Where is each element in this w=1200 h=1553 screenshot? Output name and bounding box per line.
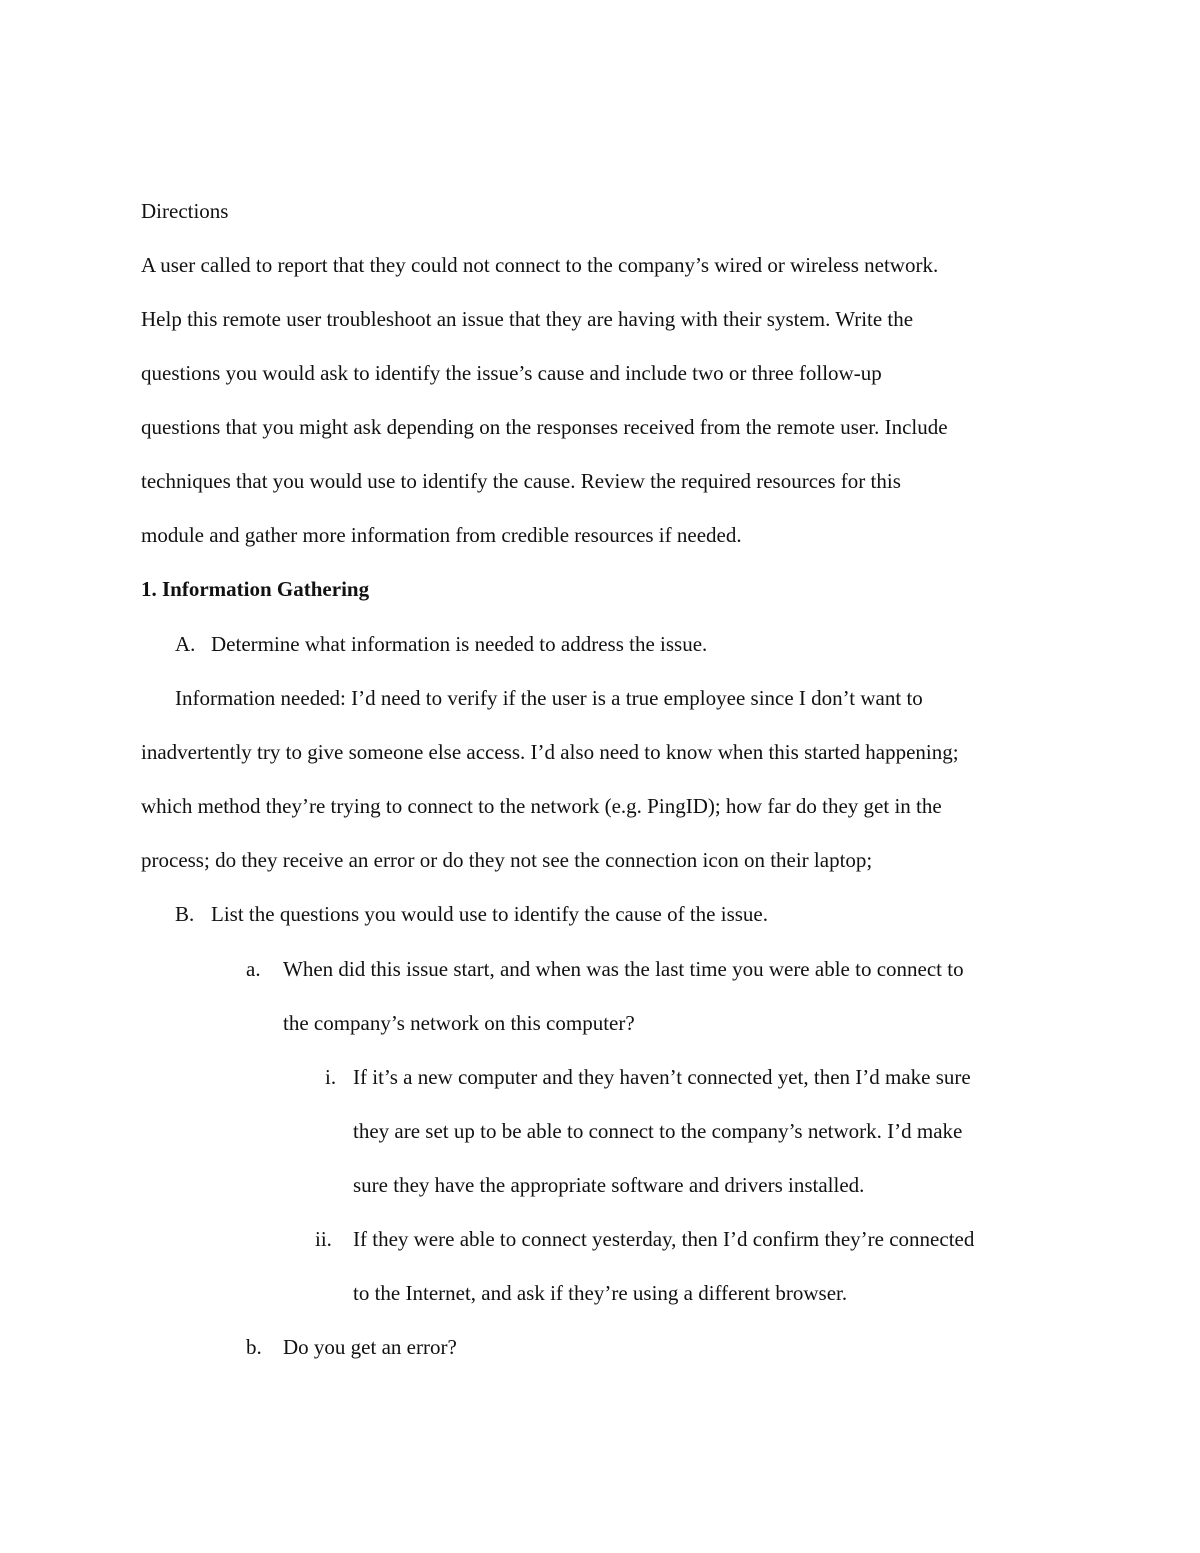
directions-line-4: questions that you might ask depending on the responses received from the remote user. Include (141, 415, 948, 439)
info-needed-line-4: process; do they receive an error or do they not see the connection icon on their laptop; (141, 848, 873, 872)
question-a-line-2: the company’s network on this computer? (283, 1011, 635, 1035)
question-a-line-1: When did this issue start, and when was the last time you were able to connect to (283, 957, 964, 981)
directions-line-2: Help this remote user troubleshoot an issue that they are having with their system. Write the (141, 307, 914, 331)
item-b-text: List the questions you would use to identify the cause of the issue. (211, 902, 768, 926)
directions-line-5: techniques that you would use to identify the cause. Review the required resources for this (141, 469, 901, 493)
followup-i-line-3: sure they have the appropriate software and drivers installed. (353, 1173, 865, 1197)
followup-ii-line-1: If they were able to connect yesterday, then I’d confirm they’re connected (353, 1227, 975, 1251)
info-needed-line-2: inadvertently try to give someone else access. I’d also need to know when this started happening; (141, 740, 959, 764)
info-needed-line-3: which method they’re trying to connect to the network (e.g. PingID); how far do they get in the (141, 794, 942, 818)
directions-line-1: A user called to report that they could not connect to the company’s wired or wireless network. (141, 253, 939, 277)
question-b-text: Do you get an error? (283, 1335, 457, 1359)
question-a-marker: a. (246, 957, 261, 981)
followup-ii-line-2: to the Internet, and ask if they’re using a different browser. (353, 1281, 848, 1305)
followup-i-line-2: they are set up to be able to connect to the company’s network. I’d make (353, 1119, 963, 1143)
item-a-marker: A. (175, 632, 196, 656)
item-b-marker: B. (175, 902, 195, 926)
followup-i-line-1: If it’s a new computer and they haven’t connected yet, then I’d make sure (353, 1065, 971, 1089)
directions-heading: Directions (141, 199, 229, 223)
directions-line-3: questions you would ask to identify the issue’s cause and include two or three follow-up (141, 361, 882, 385)
section-title: 1. Information Gathering (141, 577, 370, 601)
info-needed-line-1: Information needed: I’d need to verify if the user is a true employee since I don’t want to (175, 686, 923, 710)
question-b-marker: b. (246, 1335, 262, 1359)
directions-line-6: module and gather more information from credible resources if needed. (141, 523, 742, 547)
followup-i-marker: i. (325, 1065, 337, 1089)
item-a-text: Determine what information is needed to address the issue. (211, 632, 708, 656)
followup-ii-marker: ii. (315, 1227, 332, 1251)
